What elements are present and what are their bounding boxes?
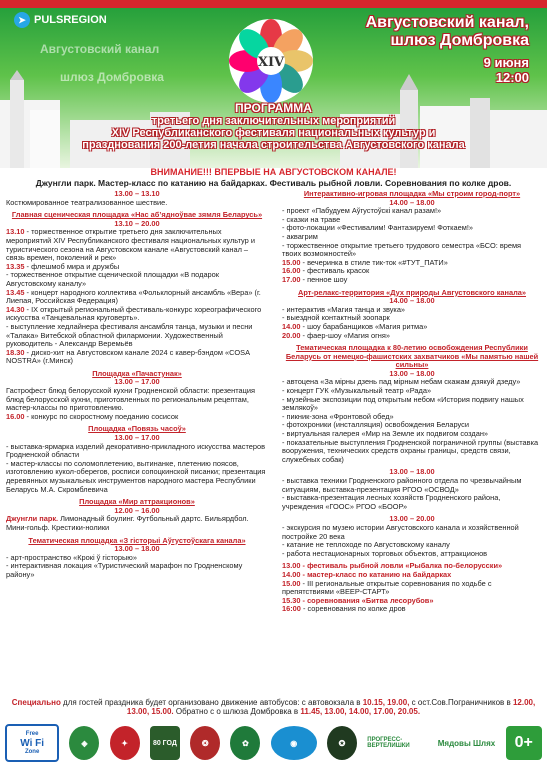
attention-subtitle: Джунгли парк. Мастер-класс по катанию на байдарках. Фестиваль рыбной ловли. Соревнования по колке дров.: [35, 178, 512, 188]
item-time: 16.00: [6, 411, 25, 421]
item-text: Лимонадный боулинг. Футбольный дартс. Бильярдбол. Мини-гольф. Крестики-нолики: [6, 514, 249, 532]
block-title: Арт-релакс-территория «Дух природы Августовского канала»: [297, 287, 526, 297]
bus-note-g: 11.45, 13.00, 14.00, 17.00, 20.05.: [300, 707, 421, 716]
program-item: [282, 242, 542, 259]
program-item: [282, 494, 542, 511]
item-time: 14.00: [282, 569, 301, 579]
emblem-icon: ❂: [190, 726, 220, 760]
item-text: - III региональные открытые соревнования по ходьбе с препятствиями «ВЕЕР-СТАРТ»: [282, 578, 492, 597]
item-text: - пенное шоу: [300, 274, 348, 284]
right-block: [282, 289, 542, 341]
program-item: [6, 413, 268, 422]
program-heading: [60, 102, 487, 151]
bus-note-f: Обратно с о шлюза Домбровка в: [173, 707, 301, 716]
item-text: - автоцена «За мірны дзень пад мірным небам скажам дзякуй дзеду»: [282, 377, 521, 387]
forestry-emblem-icon: ✿: [230, 726, 260, 760]
item-text: - IX открытый региональный фестиваль-конкурс хореографического искусства «Танцевальная круговерть».: [6, 304, 262, 323]
item-text: - концерт народного коллектива «Фольклорный ансамбль «Вера» (г. Лиепая, Российская Федерация): [6, 287, 261, 306]
item-text: Гастрофест блюд белорусской кухни Гродненской области: презентация блюд белорусской кухни, приготовленных по региональным рецептам, мастер-классы по приготовлению.: [6, 386, 256, 413]
item-text: - работа нестационарных торговых объектов, аттракционов: [282, 548, 488, 558]
right-block: [282, 562, 542, 614]
left-block: [6, 370, 268, 422]
block-title: Площадка «Повязь часоў»: [88, 424, 186, 434]
item-time: 14.30: [6, 304, 25, 314]
block-time: 14.00 – 18.00: [389, 197, 435, 207]
program-item: [6, 515, 268, 532]
left-block: [6, 537, 268, 580]
right-column: [282, 190, 542, 618]
block-time: 13.00 – 17.00: [114, 433, 160, 443]
bus-note-a: Специально: [11, 698, 61, 707]
header-banner: [0, 0, 547, 168]
program-item: [6, 562, 268, 579]
item-text: - выступление хедлайнера фестиваля ансамбля танца, музыки и песни «Талака» Витебской областной филармонии. Художественный руководитель - Александр Веремьёв: [6, 321, 253, 349]
item-text: - проект «Пабудуем Аўгустоўскі канал разам!»: [282, 206, 442, 216]
program-item: [282, 550, 542, 559]
item-text: - фото-локации «Фестивалим! Фантазируем! Фоткаем!»: [282, 223, 474, 233]
right-block: [282, 468, 542, 511]
item-text: - аквагрим: [282, 231, 318, 241]
item-text: - мастер-класс по катанию на байдарках: [300, 569, 452, 579]
right-block: [282, 344, 542, 464]
left-block: [6, 211, 268, 366]
block-time: 13.00 – 17.00: [114, 377, 160, 387]
item-text: - музейные экспозиции под открытым небом «История подвигу нашых землякоў»: [282, 394, 524, 413]
bus-note-c: 10.15, 19.00,: [362, 698, 410, 707]
item-time: 17.00: [282, 274, 301, 284]
program-item: [282, 524, 542, 541]
top-stripe: [0, 0, 547, 8]
item-time: 15.30: [282, 595, 301, 605]
item-text: - выставка-ярмарка изделий декоративно-прикладного искусства мастеров Гродненской области: [6, 441, 266, 460]
attention-banner: ВНИМАНИЕ!!! ВПЕРВЫЕ НА АВГУСТОВСКОМ КАНАЛЕ!: [150, 167, 397, 177]
item-text: - вечеринка в стиле тик-ток «#ТУТ_ПАТИ»: [300, 257, 448, 267]
item-text: - виртуальная галерея «Мир на Земле их подвигом создан»: [282, 429, 489, 439]
event-datetime: [484, 55, 529, 85]
block-time: 13.00 – 20.00: [389, 514, 435, 524]
item-time: 16.00: [282, 266, 301, 276]
program-item: [282, 396, 542, 413]
ghost-text-2: шлюз Домбровка: [60, 70, 164, 84]
block-title: Главная сценическая площадка «Нас аб’ядноўвае зямля Беларусь»: [11, 210, 263, 220]
location-title: [366, 14, 529, 50]
wifi-text: Wi Fi: [20, 737, 45, 749]
item-text: - фестиваль красок: [300, 266, 370, 276]
item-text: - выставка-презентация лесных хозяйств Гродненского района, учреждения «ГООС» РГОО «БООР»: [282, 493, 501, 511]
item-text: - флешмоб мира и дружбы: [24, 261, 120, 271]
item-text: - показательные выступления Гродненской пограничной группы (выставка вооружения, технических средств охраны границы, средств связи, служебных собак): [282, 437, 539, 464]
coat-of-arms-2-icon: ✦: [110, 726, 140, 760]
block-time: 13.00 – 18.00: [389, 368, 435, 378]
program-item: [6, 289, 268, 306]
program-line-3: XIV Республиканского фестиваля национальных культур и: [111, 127, 436, 139]
block-time: 13.10 – 20.00: [114, 218, 160, 228]
item-text: - соревнования по колке дров: [300, 604, 406, 614]
program-item: [282, 276, 542, 285]
block-time: 13.00 – 18.00: [114, 544, 160, 554]
bus-schedule-note: [4, 698, 543, 716]
wifi-logo: [5, 724, 59, 762]
item-time: 20.00: [282, 330, 301, 340]
item-time: 14.00: [282, 321, 301, 331]
item-text: - катание не теплоходе по Августовскому каналу: [282, 540, 450, 550]
item-text: - фестиваль рыбной ловли «Рыбалка по-белорусски»: [300, 561, 503, 571]
program-item: [6, 323, 268, 349]
wifi-zone: Zone: [24, 748, 40, 755]
right-block: [282, 190, 542, 285]
item-time: 15.00: [282, 578, 301, 588]
block-title: Площадка «Пачастунак»: [92, 368, 182, 378]
location-line-1: Августовский канал,: [365, 14, 529, 31]
block-time: 14.00 – 18.00: [389, 296, 435, 306]
item-text: - фаер-шоу «Магия огня»: [300, 330, 390, 340]
program-item: [282, 332, 542, 341]
anniversary-logo: 80 ГОД: [150, 726, 180, 760]
item-text: - шоу барабанщиков «Магия ритма»: [300, 321, 428, 331]
program-item: [282, 439, 542, 465]
item-text: - мастер-классы по соломоплетению, вытинанке, плетению поясов, изготовлению кукол-оберегов, росписи сопоцкинской писанки; презентация деревянных музыкальных инструментов народного мастера Республики Беларусь М.А. Скромблевича: [6, 458, 266, 494]
program-item: [282, 580, 542, 597]
item-text: - экскурсия по музею истории Августовского канала и хозяйственной постройке 20 века: [282, 522, 519, 541]
block-title: Тематическая площадка «З гісторыі Аўгустоўскага канала»: [28, 535, 246, 545]
block-title: Площадка «Мир аттракционов»: [79, 497, 195, 507]
item-text: - пикник-зона «Фронтовой обед»: [282, 411, 394, 421]
military-emblem-icon: ✪: [327, 726, 357, 760]
program-item: [6, 349, 268, 366]
event-time: 12:00: [495, 70, 529, 85]
program-item: [6, 387, 268, 413]
item-time: 13.35: [6, 261, 25, 271]
item-text: - интерактив «Магия танца и звука»: [282, 304, 406, 314]
item-time: Джунгли парк.: [6, 514, 59, 524]
item-text: - торжественное открытие сценической площадки «В подарок Августовскому каналу»: [6, 270, 220, 288]
program-item: [6, 306, 268, 323]
item-text: Костюмированное театрализованное шествие.: [6, 197, 168, 207]
coat-of-arms-1-icon: ◈: [69, 726, 99, 760]
logo-text: PULSREGION: [34, 14, 107, 26]
wifi-free: Free: [25, 730, 39, 737]
pulsregion-logo[interactable]: [14, 12, 107, 28]
item-text: - торжественное открытие третьего трудового семестра «БСО: время твоих возможностей»: [282, 240, 522, 259]
item-time: 13.00: [282, 561, 301, 571]
program-item: [6, 271, 268, 288]
item-text: - сказки на траве: [282, 214, 341, 224]
bus-note-b: для гостей праздника будет организовано движение автобусов: с автовокзала в: [60, 698, 363, 707]
telegram-icon: ➤: [14, 12, 30, 28]
block-title: Тематическая площадка к 80-летию освобождения Республики Беларусь от немецко-фашистских захватчиков «Мы памятью нашей сильны»: [285, 343, 539, 370]
program-item: [6, 443, 268, 460]
left-block: [6, 425, 268, 494]
left-column: [6, 190, 268, 584]
program-item: [6, 460, 268, 494]
sponsor-footer: [0, 718, 547, 768]
program-item: [6, 228, 268, 262]
program-item: [6, 199, 268, 208]
age-rating-badge: 0+: [506, 726, 542, 760]
progress-logo: ПРОГРЕСС-ВЕРТЕЛИШКИ: [367, 726, 427, 760]
left-block: [6, 498, 268, 532]
item-text: - выставка техники Гродненского районного отдела по чрезвычайным ситуациям, выставка-презентация РГОО «ОСВОД»: [282, 476, 522, 494]
item-text: - торжественное открытие третьего дня заключительных мероприятий XIV Республиканского фестиваля национальных культур и туристического сезона на Августовском канале «Августовский канал – связь времен, поколений и рек»: [6, 227, 255, 263]
item-text: - концерт ГУК «Музыкальный театр «Рада»: [282, 386, 432, 396]
program-line-4: празднования 200-летия начала строительства Августовского канала: [82, 139, 465, 151]
item-time: 18.30: [6, 347, 25, 357]
program-item: [282, 605, 542, 614]
left-block: [6, 190, 268, 207]
item-text: - интерактивная локация «Туристический марафон по Гродненскому району»: [6, 561, 243, 579]
block-title: Интерактивно-игровая площадка «Мы строим город-порт»: [303, 189, 521, 198]
right-block: [282, 515, 542, 558]
location-line-2: шлюз Домбровка: [390, 32, 529, 49]
item-text: - диско-хит на Августовском канале 2024 с кавер-бэндом «COSA NOSTRA» (г.Минск): [6, 347, 250, 366]
item-text: - соревнования «Битва лесорубов»: [300, 595, 434, 605]
block-time: 13.00 – 18.00: [389, 467, 435, 477]
item-time: 16:00: [282, 604, 301, 614]
block-time: 13.00 – 13.10: [114, 189, 160, 198]
event-date: 9 июня: [483, 55, 529, 70]
channel-logo-icon: ◉: [271, 726, 317, 760]
item-time: 15.00: [282, 257, 301, 267]
item-time: 13.45: [6, 287, 25, 297]
madovy-shlyah-logo: Мядовы Шлях: [438, 726, 496, 760]
festival-flower-emblem: [228, 18, 314, 104]
item-time: 13.10: [6, 227, 25, 237]
program-title: ПРОГРАММА: [235, 101, 312, 115]
bus-note-d: с ост.Сов.Пограничников в: [409, 698, 513, 707]
program-line-2: третьего дня заключительных мероприятий: [151, 115, 396, 127]
ghost-text-1: Августовский канал: [40, 42, 160, 56]
roman-numeral: XIV: [257, 55, 285, 70]
program-item: [282, 224, 542, 233]
program-item: [282, 477, 542, 494]
item-text: - конкурс по скоростному поеданию сосисок: [24, 411, 179, 421]
item-text: - выездной контактный зоопарк: [282, 313, 390, 323]
bus-note-e: 12.00, 13.00, 15.00.: [126, 698, 536, 716]
block-time: 12.00 – 16.00: [114, 505, 160, 515]
item-text: - арт-пространство «Крокі ў гісторыю»: [6, 552, 137, 562]
item-text: - фотохроники (инсталляция) освобождения Беларуси: [282, 420, 469, 430]
